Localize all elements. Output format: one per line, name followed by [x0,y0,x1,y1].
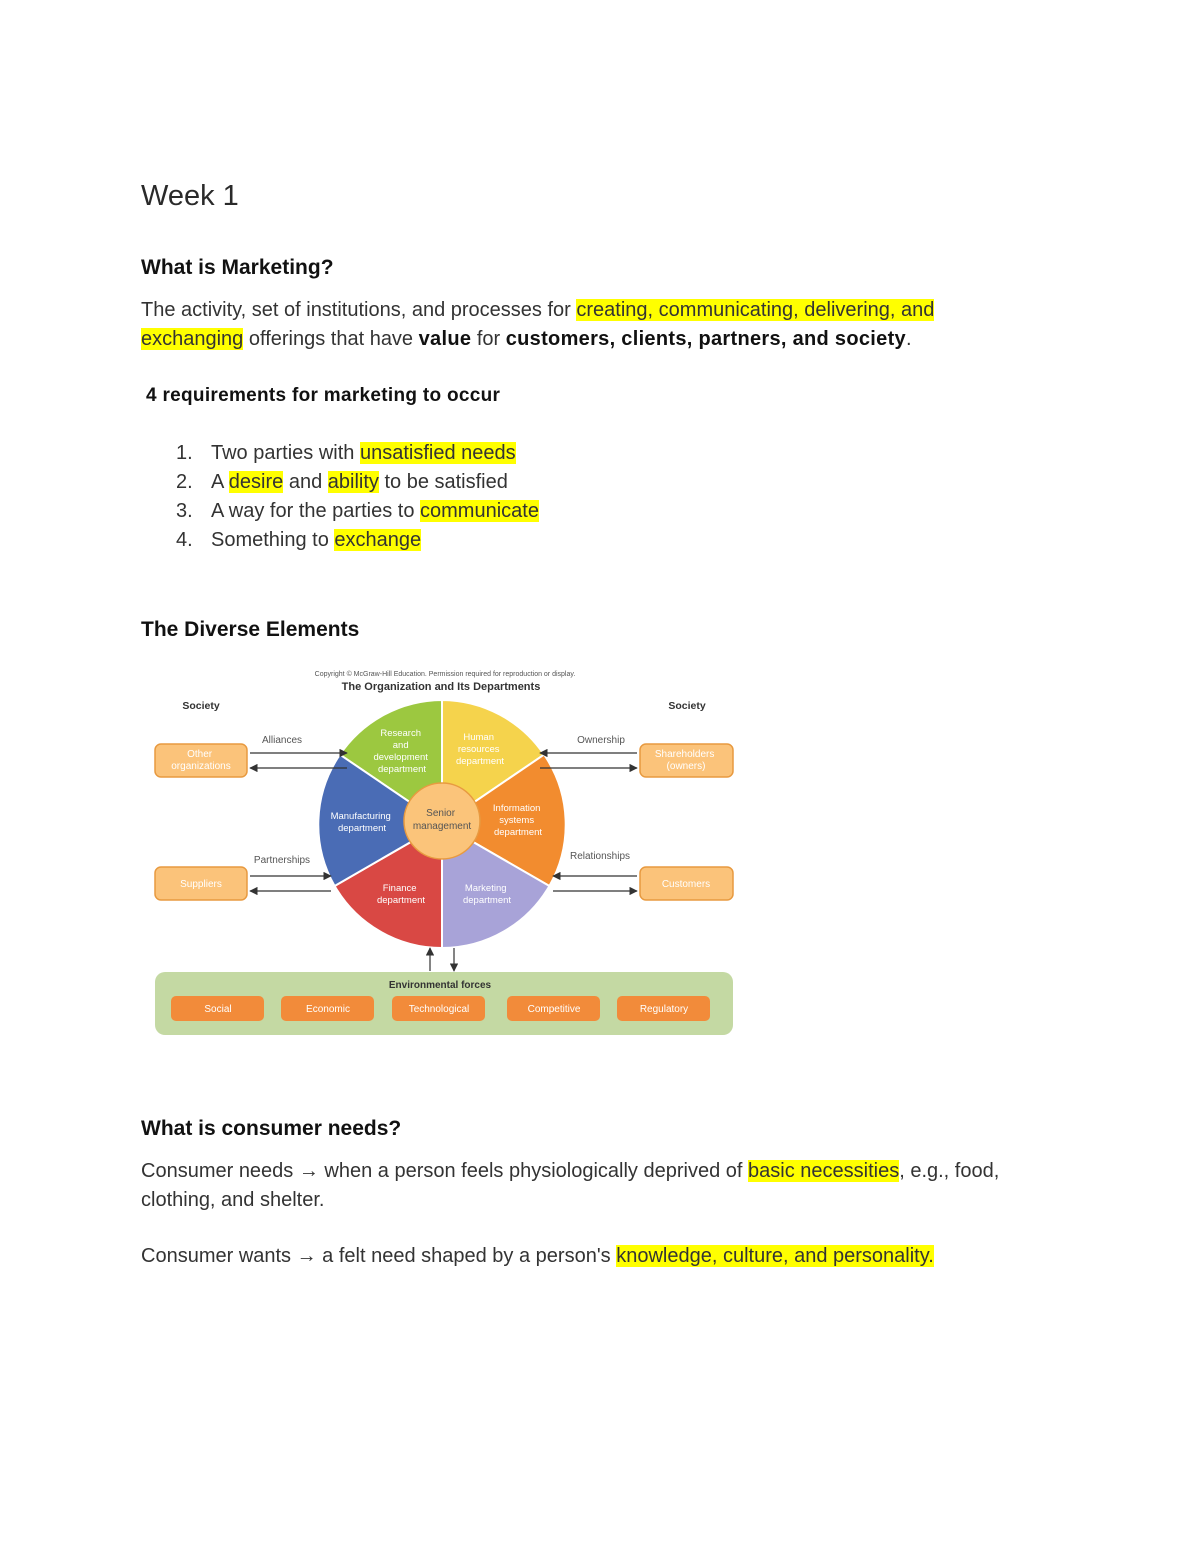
requirements-list [176,440,539,556]
highlight: unsatisfied needs [359,442,516,464]
heading-what-is-marketing: What is Marketing? [141,256,334,279]
text: , e.g., food, clothing, and shelter. [141,1160,1000,1211]
diagram-copyright: Copyright © McGraw-Hill Education. Permission required for reproduction or display. [314,671,576,678]
list-item [176,498,539,527]
manufacturing-label: Manufacturing department [330,811,391,834]
highlight: desire [228,471,284,493]
society-label-left: Society [182,700,220,712]
ownership-label: Ownership [577,735,625,746]
text: Something to [211,529,335,551]
text: Consumer needs → when a person feels physiologically deprived of [141,1160,749,1182]
heading-diverse-elements: The Diverse Elements [141,618,360,641]
senior-management-label: Senior management [412,808,472,832]
text: A way for the parties to [211,500,420,522]
text: for [471,328,506,350]
text: and [283,471,328,493]
text: to be satisfied [378,471,508,493]
bold-text: customers, clients, partners, and society [505,328,906,350]
highlight: ability [327,471,379,493]
organization-departments-diagram [150,664,740,1042]
text: . [905,328,912,350]
highlight: basic necessities [748,1160,900,1182]
other-organizations-label: Other organizations [171,749,231,772]
text: offerings that have [243,328,419,350]
list-number: 3. [176,500,193,522]
alliances-label: Alliances [261,735,303,746]
diagram-title: The Organization and Its Departments [341,681,541,693]
heading-requirements: 4 requirements for marketing to occur [146,385,501,406]
list-item [176,469,539,498]
text: The activity, set of institutions, and processes for [141,299,577,321]
highlight: knowledge, culture, and personality. [616,1245,934,1267]
marketing-definition [141,296,1041,354]
force-label: Regulatory [639,1004,689,1015]
force-label: Social [204,1004,232,1015]
rd-label: Research and development department [373,728,428,775]
force-label: Competitive [527,1004,581,1015]
list-item [176,527,539,556]
highlight: communicate [420,500,539,522]
page-title: Week 1 [141,180,239,212]
is-label: Information systems department [492,803,543,838]
text: A [211,471,229,493]
relationships-label: Relationships [569,851,631,862]
partnerships-label: Partnerships [253,855,311,866]
highlight: exchange [334,529,422,551]
text: Consumer wants → a felt need shaped by a person's [141,1245,617,1267]
list-item [176,440,539,469]
heading-consumer-needs: What is consumer needs? [141,1117,402,1140]
shareholders-label: Shareholders (owners) [654,749,715,772]
force-label: Technological [408,1004,470,1015]
hr-label: Human resources department [455,732,505,767]
finance-label: Finance department [376,883,426,906]
suppliers-label: Suppliers [180,879,222,890]
customers-label: Customers [661,879,711,890]
force-label: Economic [306,1004,350,1015]
bold-text: value [418,328,472,350]
marketing-label: Marketing department [462,883,512,906]
environmental-forces-title: Environmental forces [388,980,492,991]
consumer-needs-text [141,1157,1041,1215]
consumer-wants-text [141,1242,1041,1271]
list-number: 1. [176,442,193,464]
text: Two parties with [211,442,360,464]
list-number: 4. [176,529,193,551]
highlight: creating, communicating, delivering, and exchanging [141,299,935,350]
society-label-right: Society [668,700,706,712]
list-number: 2. [176,471,193,493]
